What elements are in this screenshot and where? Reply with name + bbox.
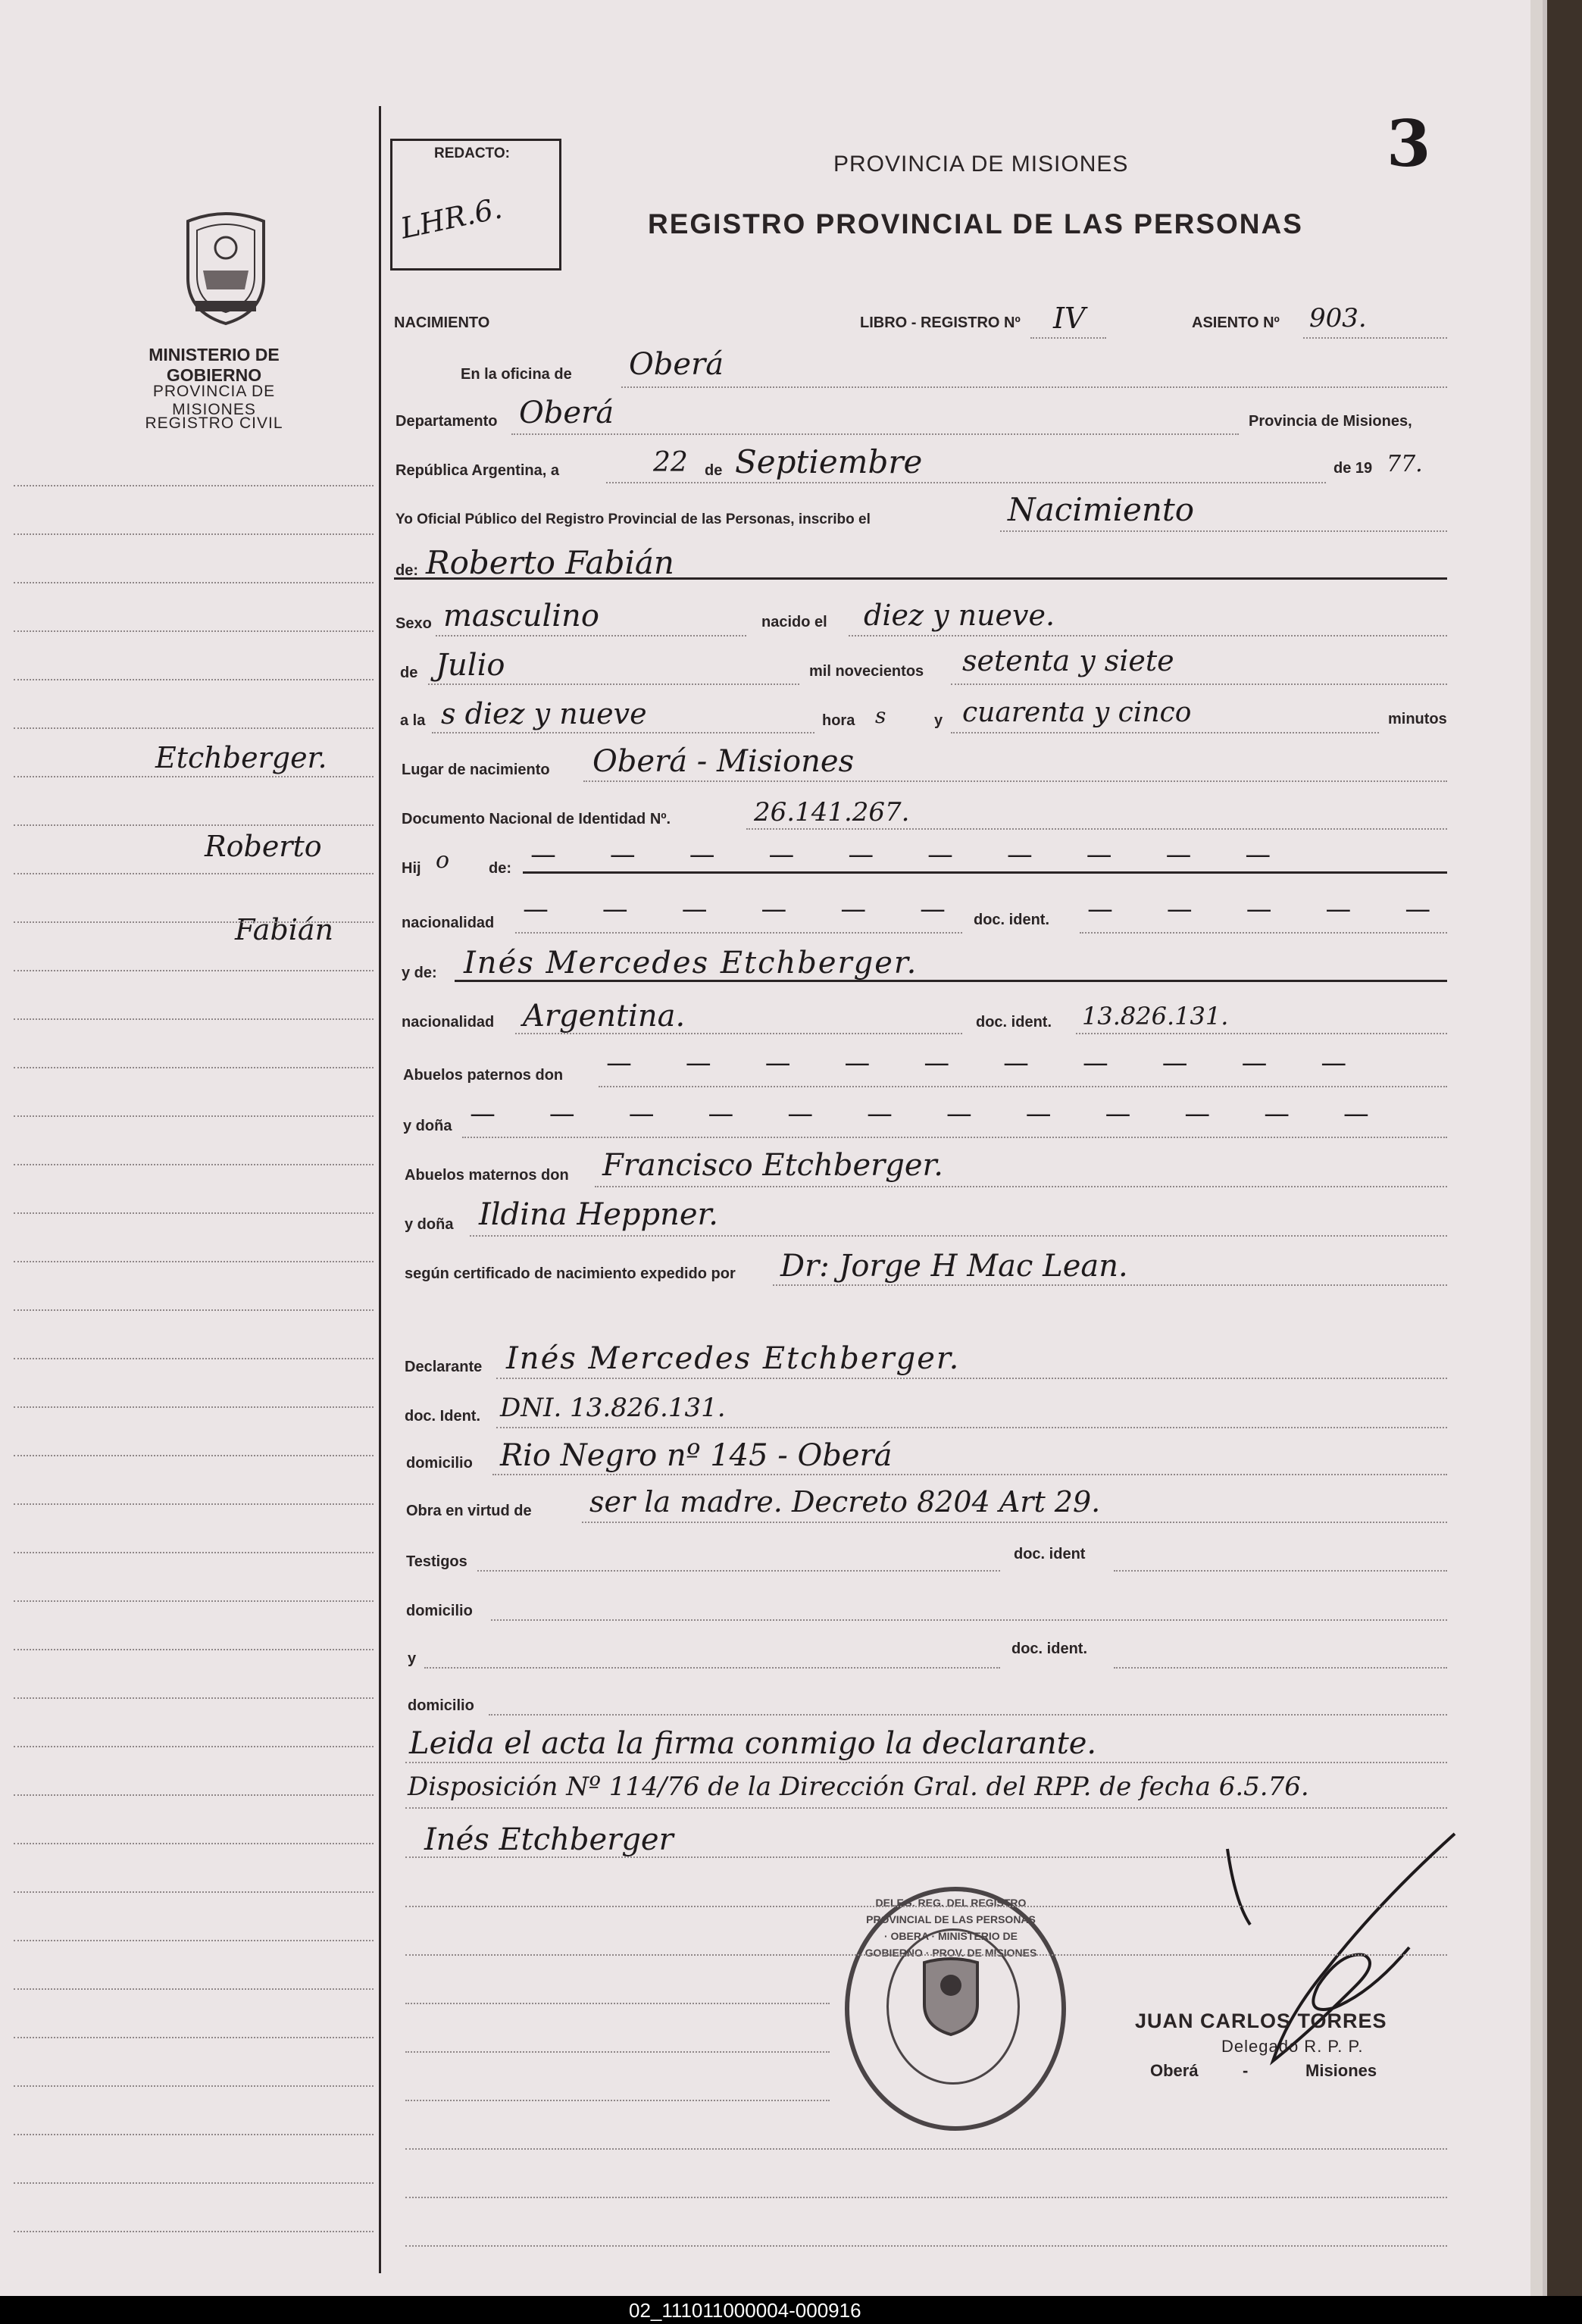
label-hijo-de: de: xyxy=(489,860,511,877)
note-line2: Disposición Nº 114/76 de la Dirección Gral. del RPP. de fecha 6.5.76. xyxy=(408,1772,1309,1802)
footer-id: 02_111011000004-000916 xyxy=(629,2299,861,2322)
margin-ruled-line xyxy=(14,1940,374,1941)
label-dni: Documento Nacional de Identidad Nº. xyxy=(402,811,671,827)
label-abuelos-mat: Abuelos maternos don xyxy=(405,1167,569,1184)
margin-ruled-line xyxy=(14,1697,374,1699)
label-testigos: Testigos xyxy=(406,1553,467,1570)
value-hora-nac: s diez y nueve xyxy=(441,697,647,730)
value-declarante: Inés Mercedes Etchberger. xyxy=(506,1341,961,1376)
line xyxy=(1030,337,1106,339)
label-doc-ident4: doc. ident xyxy=(1014,1546,1086,1562)
line xyxy=(477,1570,1000,1572)
label-mil: mil novecientos xyxy=(809,663,924,680)
label-nacido: nacido el xyxy=(761,614,827,630)
label-provincia: Provincia de Misiones, xyxy=(1249,413,1412,430)
label-nacionalidad: nacionalidad xyxy=(402,915,495,931)
label-oficina: En la oficina de xyxy=(461,366,572,383)
value-nombre: Roberto Fabián xyxy=(426,544,674,581)
label-doc-ident: doc. ident. xyxy=(974,912,1049,928)
blank-dashes: — — — — — — xyxy=(523,894,969,924)
margin-ruled-line xyxy=(14,1212,374,1214)
line xyxy=(424,1667,1000,1669)
margin-ruled-line xyxy=(14,776,374,777)
line xyxy=(849,635,1447,637)
margin-ruled-line xyxy=(14,1649,374,1650)
margin-ruled-line xyxy=(14,2134,374,2135)
value-certificado: Dr: Jorge H Mac Lean. xyxy=(780,1249,1128,1284)
margin-ruled-line xyxy=(14,2085,374,2087)
header-province: PROVINCIA DE MISIONES xyxy=(833,152,1129,177)
line xyxy=(951,683,1447,685)
margin-ruled-line xyxy=(14,1503,374,1505)
value-mes: Septiembre xyxy=(735,443,923,480)
value-dni: 26.141.267. xyxy=(754,797,910,827)
margin-ruled-line xyxy=(14,1988,374,1990)
ministerio-line2: PROVINCIA DE MISIONES xyxy=(152,383,276,418)
margin-ruled-line xyxy=(14,1067,374,1068)
footer-bar xyxy=(0,2296,1582,2324)
declarante-signature: Inés Etchberger xyxy=(424,1822,674,1857)
signatory-place1: Oberá xyxy=(1150,2061,1199,2080)
value-libro: IV xyxy=(1053,302,1086,335)
signatory-place2: Misiones xyxy=(1305,2061,1377,2080)
label-anio: de 19 xyxy=(1333,460,1373,477)
signatory-name: JUAN CARLOS TORRES xyxy=(1135,2010,1387,2032)
label-republica: República Argentina, a xyxy=(396,462,559,479)
label-nacionalidad2: nacionalidad xyxy=(402,1014,495,1031)
label-y2: y xyxy=(408,1650,417,1667)
blank-dashes: — — — — — — — — — — xyxy=(606,1048,1370,1078)
value-asiento: 903. xyxy=(1309,303,1367,333)
line xyxy=(1114,1570,1447,1572)
label-y-dona2: y doña xyxy=(405,1216,454,1233)
margin-name1: Roberto xyxy=(205,830,322,863)
label-certificado: según certificado de nacimiento expedido por xyxy=(405,1265,736,1282)
separator xyxy=(523,871,1447,874)
label-hijo: Hij xyxy=(402,860,421,877)
label-domicilio2: domicilio xyxy=(406,1603,473,1619)
value-anio-nac: setenta y siete xyxy=(962,644,1174,677)
line xyxy=(436,635,746,637)
line xyxy=(746,828,1447,830)
line xyxy=(1080,932,1447,934)
line xyxy=(405,1762,1447,1763)
label-lugar: Lugar de nacimiento xyxy=(402,762,550,778)
margin-ruled-line xyxy=(14,1406,374,1408)
line xyxy=(462,1137,1447,1138)
line xyxy=(1076,1033,1447,1034)
margin-ruled-line xyxy=(14,824,374,826)
redacto-label: REDACTO: xyxy=(434,145,510,161)
label-de: de xyxy=(705,462,723,479)
value-inscribo: Nacimiento xyxy=(1008,491,1195,528)
value-obra: ser la madre. Decreto 8204 Art 29. xyxy=(589,1485,1101,1519)
margin-ruled-line xyxy=(14,1115,374,1117)
form-ruled-line xyxy=(405,1954,1447,1956)
value-sexo: masculino xyxy=(443,599,599,633)
page-number: 3 xyxy=(1387,106,1431,181)
label-y-dona: y doña xyxy=(403,1118,452,1134)
label-doc-ident2: doc. ident. xyxy=(976,1014,1052,1031)
label-abuelos-pat: Abuelos paternos don xyxy=(403,1067,564,1084)
line xyxy=(1303,337,1447,339)
label-y: y xyxy=(934,712,943,729)
label-libro: LIBRO - REGISTRO Nº xyxy=(860,314,1021,331)
blank-dashes: — — — — — — — — — — — — xyxy=(470,1099,1392,1129)
value-lugar: Oberá - Misiones xyxy=(592,744,855,779)
line xyxy=(595,1186,1447,1187)
margin-ruled-line xyxy=(14,1552,374,1553)
label-obra: Obra en virtud de xyxy=(406,1503,532,1519)
line xyxy=(1114,1667,1447,1669)
margin-ruled-line xyxy=(14,1018,374,1020)
margin-ruled-line xyxy=(14,1794,374,1796)
line xyxy=(582,1522,1447,1523)
label-alas: a la xyxy=(400,712,426,729)
separator xyxy=(455,980,1447,982)
value-madre: Inés Mercedes Etchberger. xyxy=(464,946,918,981)
margin-ruled-line xyxy=(14,873,374,874)
value-nacido: diez y nueve. xyxy=(864,599,1055,632)
label-y-de: y de: xyxy=(402,965,437,981)
margin-ruled-line xyxy=(14,485,374,486)
redacto-box xyxy=(390,139,561,271)
blank-dashes: — — — — — xyxy=(1087,894,1454,924)
value-nacionalidad2: Argentina. xyxy=(523,999,686,1034)
line xyxy=(951,732,1379,733)
margin-ruled-line xyxy=(14,1309,374,1311)
margin-ruled-line xyxy=(14,1164,374,1165)
value-domicilio: Rio Negro nº 145 - Oberá xyxy=(500,1438,893,1473)
ministerio-line1: MINISTERIO DE GOBIERNO xyxy=(149,345,280,385)
value-anio: 77. xyxy=(1387,451,1423,477)
label-declarante: Declarante xyxy=(405,1359,483,1375)
line xyxy=(511,433,1239,435)
margin-surname: Etchberger. xyxy=(155,741,327,774)
label-sexo: Sexo xyxy=(396,615,432,632)
line xyxy=(470,1235,1447,1237)
margin-ruled-line xyxy=(14,2231,374,2232)
form-ruled-line xyxy=(405,2148,1447,2150)
line xyxy=(515,932,962,934)
ministerio-line3: REGISTRO CIVIL xyxy=(145,414,283,432)
label-minutos: minutos xyxy=(1388,711,1447,727)
line xyxy=(606,482,1326,483)
line xyxy=(405,1807,1447,1809)
form-ruled-line xyxy=(405,1906,1447,1907)
separator xyxy=(394,577,1447,580)
line xyxy=(583,780,1447,782)
value-doc-ident2: 13.826.131. xyxy=(1082,1002,1229,1031)
margin-ruled-line xyxy=(14,1746,374,1747)
note-line1: Leida el acta la firma conmigo la declarante. xyxy=(409,1726,1097,1761)
line xyxy=(496,1427,1447,1428)
value-oficina: Oberá xyxy=(629,347,724,382)
line xyxy=(1000,530,1447,532)
line xyxy=(773,1284,1447,1286)
label-inscribo: Yo Oficial Público del Registro Provincial de las Personas, inscribo el xyxy=(396,511,871,527)
margin-ruled-line xyxy=(14,1261,374,1262)
form-ruled-line xyxy=(405,2100,830,2101)
margin-ruled-line xyxy=(14,1843,374,1844)
margin-ruled-line xyxy=(14,2182,374,2184)
line xyxy=(515,1033,962,1034)
margin-ruled-line xyxy=(14,1600,374,1602)
margin-ruled-line xyxy=(14,727,374,729)
margin-rule xyxy=(379,106,381,2273)
label-de2: de xyxy=(400,665,418,681)
line xyxy=(432,732,814,733)
value-dia: 22 xyxy=(653,447,688,478)
margin-ruled-line xyxy=(14,533,374,535)
margin-ruled-line xyxy=(14,1358,374,1359)
form-ruled-line xyxy=(405,2245,1447,2247)
line xyxy=(599,1086,1447,1087)
line xyxy=(492,1474,1447,1475)
value-doc-ident3: DNI. 13.826.131. xyxy=(500,1393,726,1423)
stamp-crest-icon xyxy=(917,1955,985,2038)
value-hijo-suffix: o xyxy=(436,847,450,874)
label-domicilio3: domicilio xyxy=(408,1697,474,1714)
value-mes-nac: Julio xyxy=(436,648,505,683)
form-ruled-line xyxy=(405,2197,1447,2198)
value-minutos: cuarenta y cinco xyxy=(962,697,1192,728)
label-hora: hora xyxy=(822,712,855,729)
signatory-sep: - xyxy=(1243,2061,1249,2080)
blank-dashes: — — — — — — — — — — xyxy=(530,840,1294,870)
line xyxy=(496,1378,1447,1379)
line xyxy=(489,1714,1447,1716)
margin-ruled-line xyxy=(14,970,374,971)
margin-ruled-line xyxy=(14,679,374,680)
margin-ruled-line xyxy=(14,2037,374,2038)
margin-ruled-line xyxy=(14,921,374,923)
value-abuelo-mat: Francisco Etchberger. xyxy=(602,1148,943,1183)
margin-ruled-line xyxy=(14,582,374,583)
value-departamento: Oberá xyxy=(519,396,614,430)
margin-ruled-line xyxy=(14,1891,374,1893)
label-domicilio: domicilio xyxy=(406,1455,473,1472)
margin-ruled-line xyxy=(14,630,374,632)
label-doc-ident5: doc. ident. xyxy=(1011,1641,1087,1657)
line xyxy=(428,683,799,685)
signatory-role: Delegado R. P. P. xyxy=(1221,2037,1364,2056)
form-ruled-line xyxy=(405,2051,830,2053)
coat-of-arms-icon xyxy=(173,206,279,327)
redacto-value: LHR.6. xyxy=(397,191,505,246)
label-departamento: Departamento xyxy=(396,413,498,430)
label-de-nombre: de: xyxy=(396,562,418,579)
label-nacimiento: NACIMIENTO xyxy=(394,314,490,331)
label-asiento: ASIENTO Nº xyxy=(1192,314,1280,331)
margin-ruled-line xyxy=(14,1455,374,1456)
line xyxy=(491,1619,1447,1621)
value-abuela-mat: Ildina Heppner. xyxy=(479,1197,718,1232)
margin-name2: Fabián xyxy=(235,913,334,946)
form-ruled-line xyxy=(405,2003,830,2004)
label-doc-ident3: doc. Ident. xyxy=(405,1408,480,1425)
line xyxy=(621,386,1447,388)
value-hora-suffix: s xyxy=(875,703,886,728)
stamp-text: DELEG. REG. DEL REGISTRO PROVINCIAL DE LAS PERSONAS · OBERA · MINISTERIO DE GOBIERNO · PROV. DE MISIONES xyxy=(864,1897,1037,1959)
header-registry: REGISTRO PROVINCIAL DE LAS PERSONAS xyxy=(648,208,1303,239)
